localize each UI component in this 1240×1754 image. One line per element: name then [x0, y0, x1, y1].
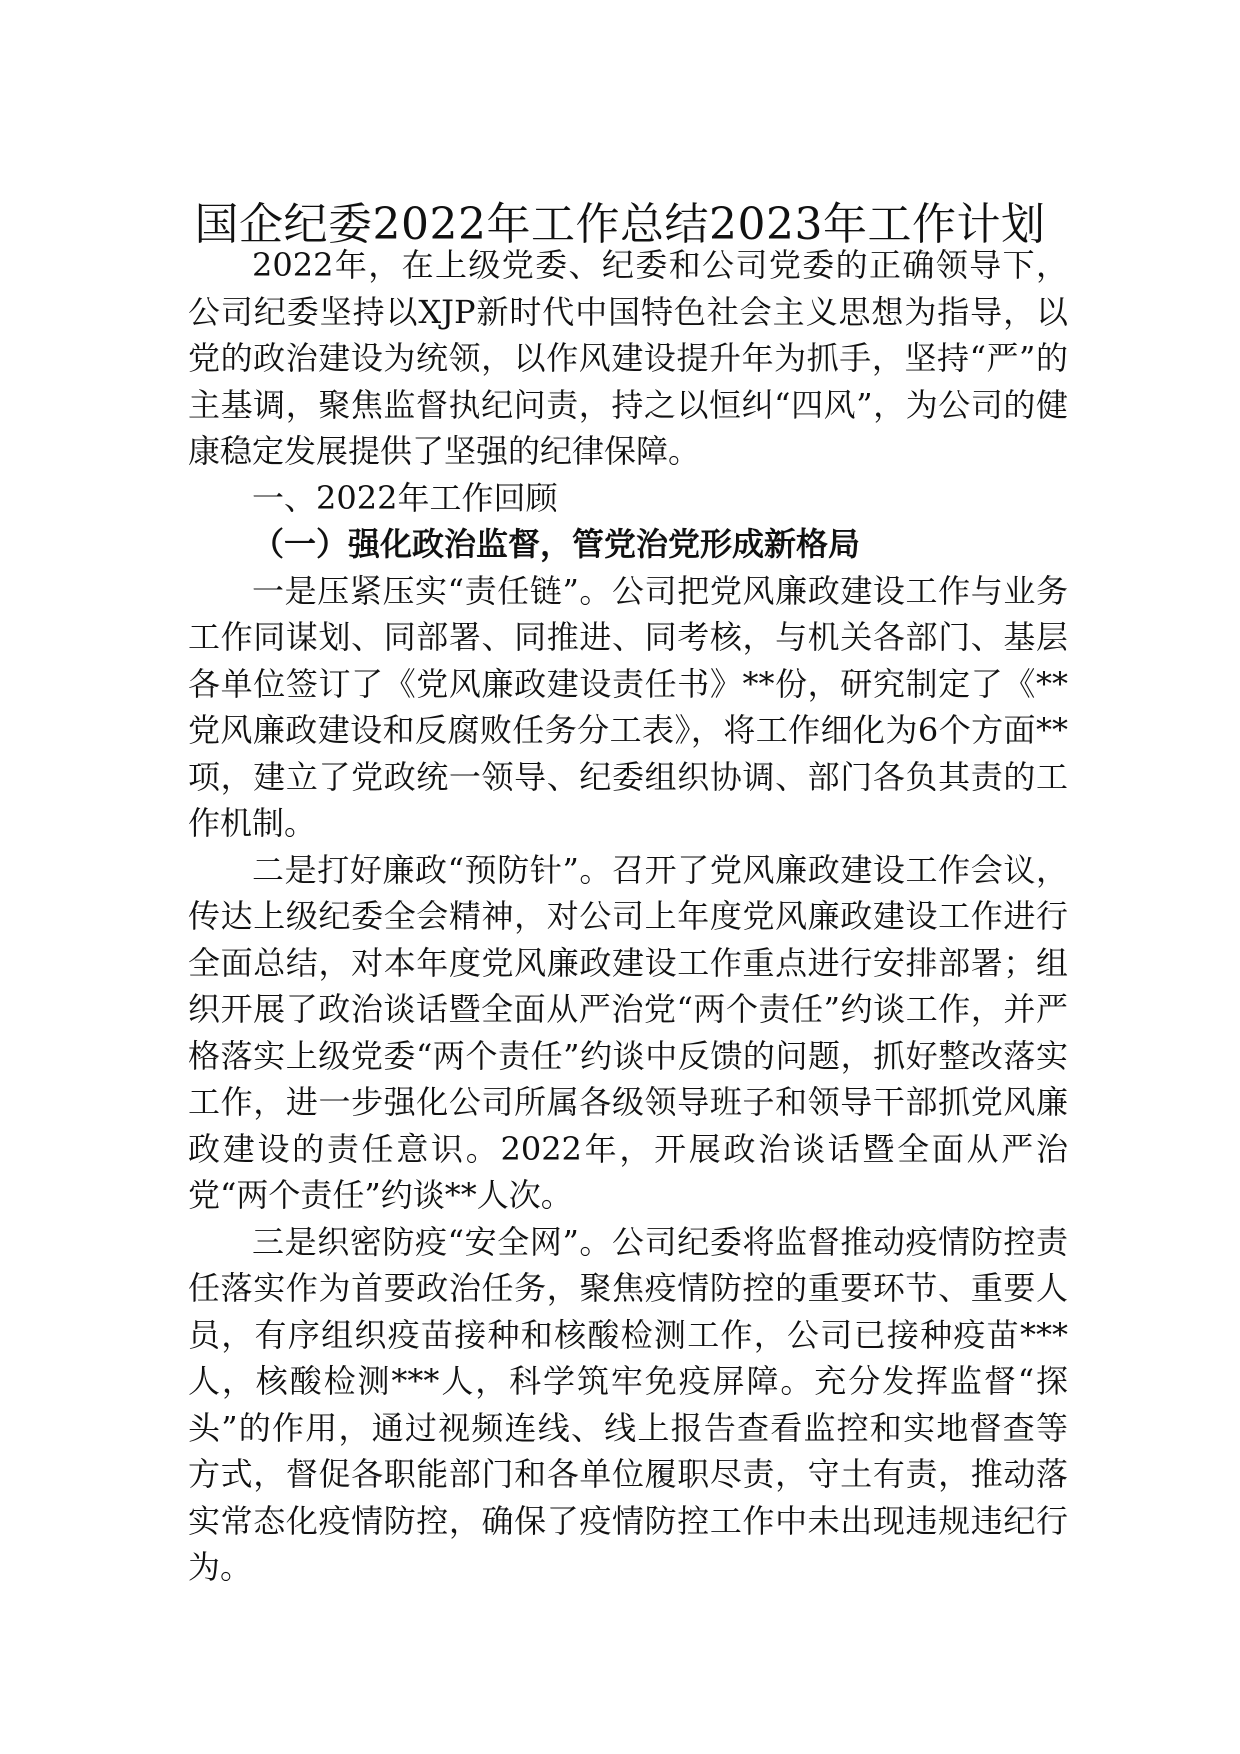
section-heading-work-review: 一、2022年工作回顾: [252, 478, 558, 517]
subsection-heading-political-supervision: （一）强化政治监督，管党治党形成新格局: [252, 525, 861, 563]
paragraph-responsibility-chain: 一是压紧压实“责任链”。公司把党风廉政建设工作与业务工作同谋划、同部署、同推进、同考核，与机关各部门、基层各单位签订了《党风廉政建设责任书》**份，研究制定了《**党风廉政建设和反腐败任务分工表》，将工作细化为6个方面**项，建立了党政统一领导、纪委组织协调、部门各负其责的工作机制。: [188, 571, 1068, 842]
document-title: 国企纪委2022年工作总结2023年工作计划: [194, 199, 1046, 251]
intro-paragraph: 2022年，在上级党委、纪委和公司党委的正确领导下，公司纪委坚持以XJP新时代中国特色社会主义思想为指导，以党的政治建设为统领，以作风建设提升年为抓手，坚持“严”的主基调，聚焦监督执纪问责，持之以恒纠“四风”，为公司的健康稳定发展提供了坚强的纪律保障。: [188, 246, 1068, 470]
paragraph-prevention: 二是打好廉政“预防针”。召开了党风廉政建设工作会议，传达上级纪委全会精神，对公司上年度党风廉政建设工作进行全面总结，对本年度党风廉政建设工作重点进行安排部署；组织开展了政治谈话暨全面从严治党“两个责任”约谈工作，并严格落实上级党委“两个责任”约谈中反馈的问题，抓好整改落实工作，进一步强化公司所属各级领导班子和领导干部抓党风廉政建设的责任意识。2022年，开展政治谈话暨全面从严治党“两个责任”约谈**人次。: [188, 850, 1068, 1214]
document-body: [188, 242, 1068, 1591]
paragraph-epidemic-safety-net: 三是织密防疫“安全网”。公司纪委将监督推动疫情防控责任落实作为首要政治任务，聚焦疫情防控的重要环节、重要人员，有序组织疫苗接种和核酸检测工作，公司已接种疫苗***人，核酸检测***人，科学筑牢免疫屏障。充分发挥监督“探头”的作用，通过视频连线、线上报告查看监控和实地督查等方式，督促各职能部门和各单位履职尽责，守土有责，推动落实常态化疫情防控，确保了疫情防控工作中未出现违规违纪行为。: [188, 1222, 1068, 1586]
